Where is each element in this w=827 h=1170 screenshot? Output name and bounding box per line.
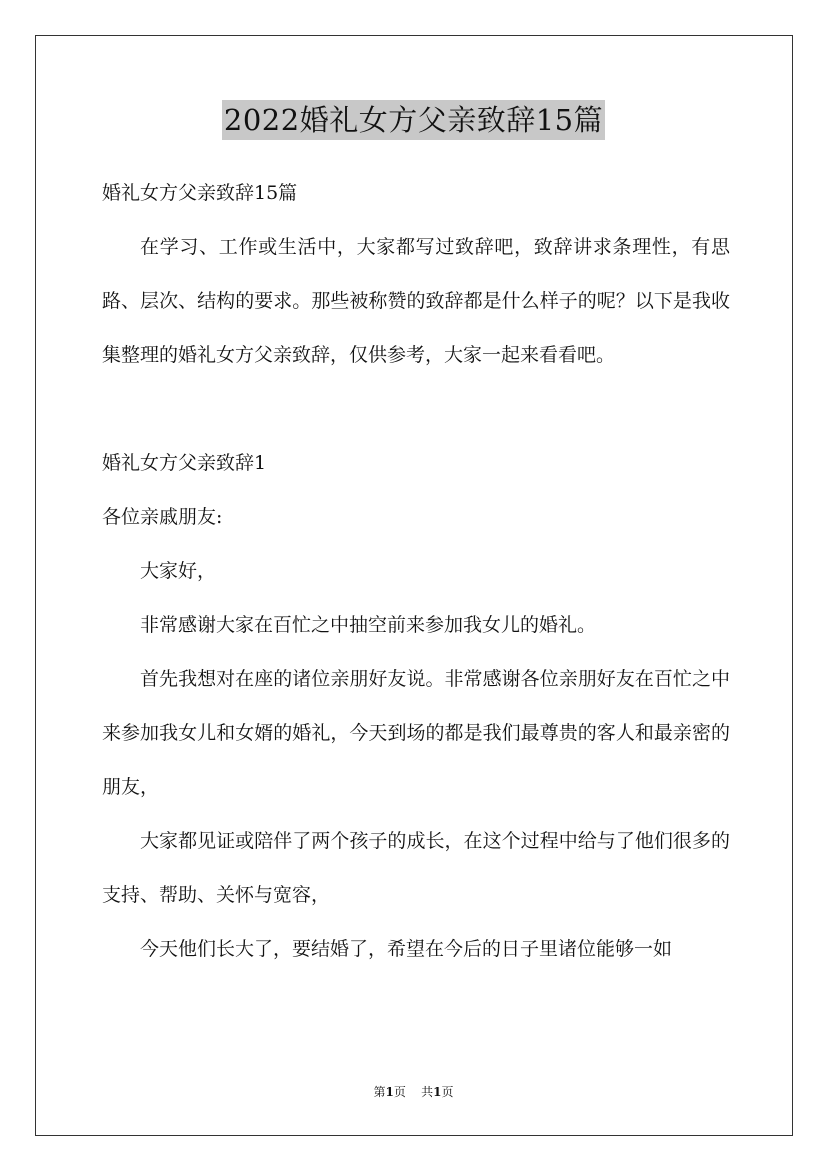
page-indicator [373,1082,405,1102]
body-paragraph: 大家好， [140,560,217,582]
document-body [102,166,730,976]
spacer [102,382,730,436]
total-number: 1 [433,1085,442,1099]
title-container [0,100,827,140]
subtitle: 婚礼女方父亲致辞15篇 [102,182,298,204]
total-suffix: 页 [441,1085,454,1099]
total-prefix: 共 [421,1085,434,1099]
document-title: 2022婚礼女方父亲致辞15篇 [222,100,605,140]
intro-paragraph: 在学习、工作或生活中，大家都写过致辞吧，致辞讲求条理性，有思路、层次、结构的要求。那些被称赞的致辞都是什么样子的呢？以下是我收集整理的婚礼女方父亲致辞，仅供参考，大家一起来看看吧。 [102,236,730,366]
body-paragraph: 非常感谢大家在百忙之中抽空前来参加我女儿的婚礼。 [140,614,597,636]
page-suffix: 页 [393,1085,406,1099]
page-prefix: 第 [373,1085,386,1099]
salutation: 各位亲戚朋友: [102,506,223,528]
total-indicator [421,1082,453,1102]
page-footer [0,1082,827,1102]
page-number: 1 [385,1085,394,1099]
section-heading: 婚礼女方父亲致辞1 [102,452,267,474]
body-paragraph: 今天他们长大了，要结婚了，希望在今后的日子里诸位能够一如 [140,938,673,960]
body-paragraph: 大家都见证或陪伴了两个孩子的成长，在这个过程中给与了他们很多的支持、帮助、关怀与宽容， [102,830,730,906]
body-paragraph: 首先我想对在座的诸位亲朋好友说。非常感谢各位亲朋好友在百忙之中来参加我女儿和女婿的婚礼，今天到场的都是我们最尊贵的客人和最亲密的朋友， [102,668,730,798]
